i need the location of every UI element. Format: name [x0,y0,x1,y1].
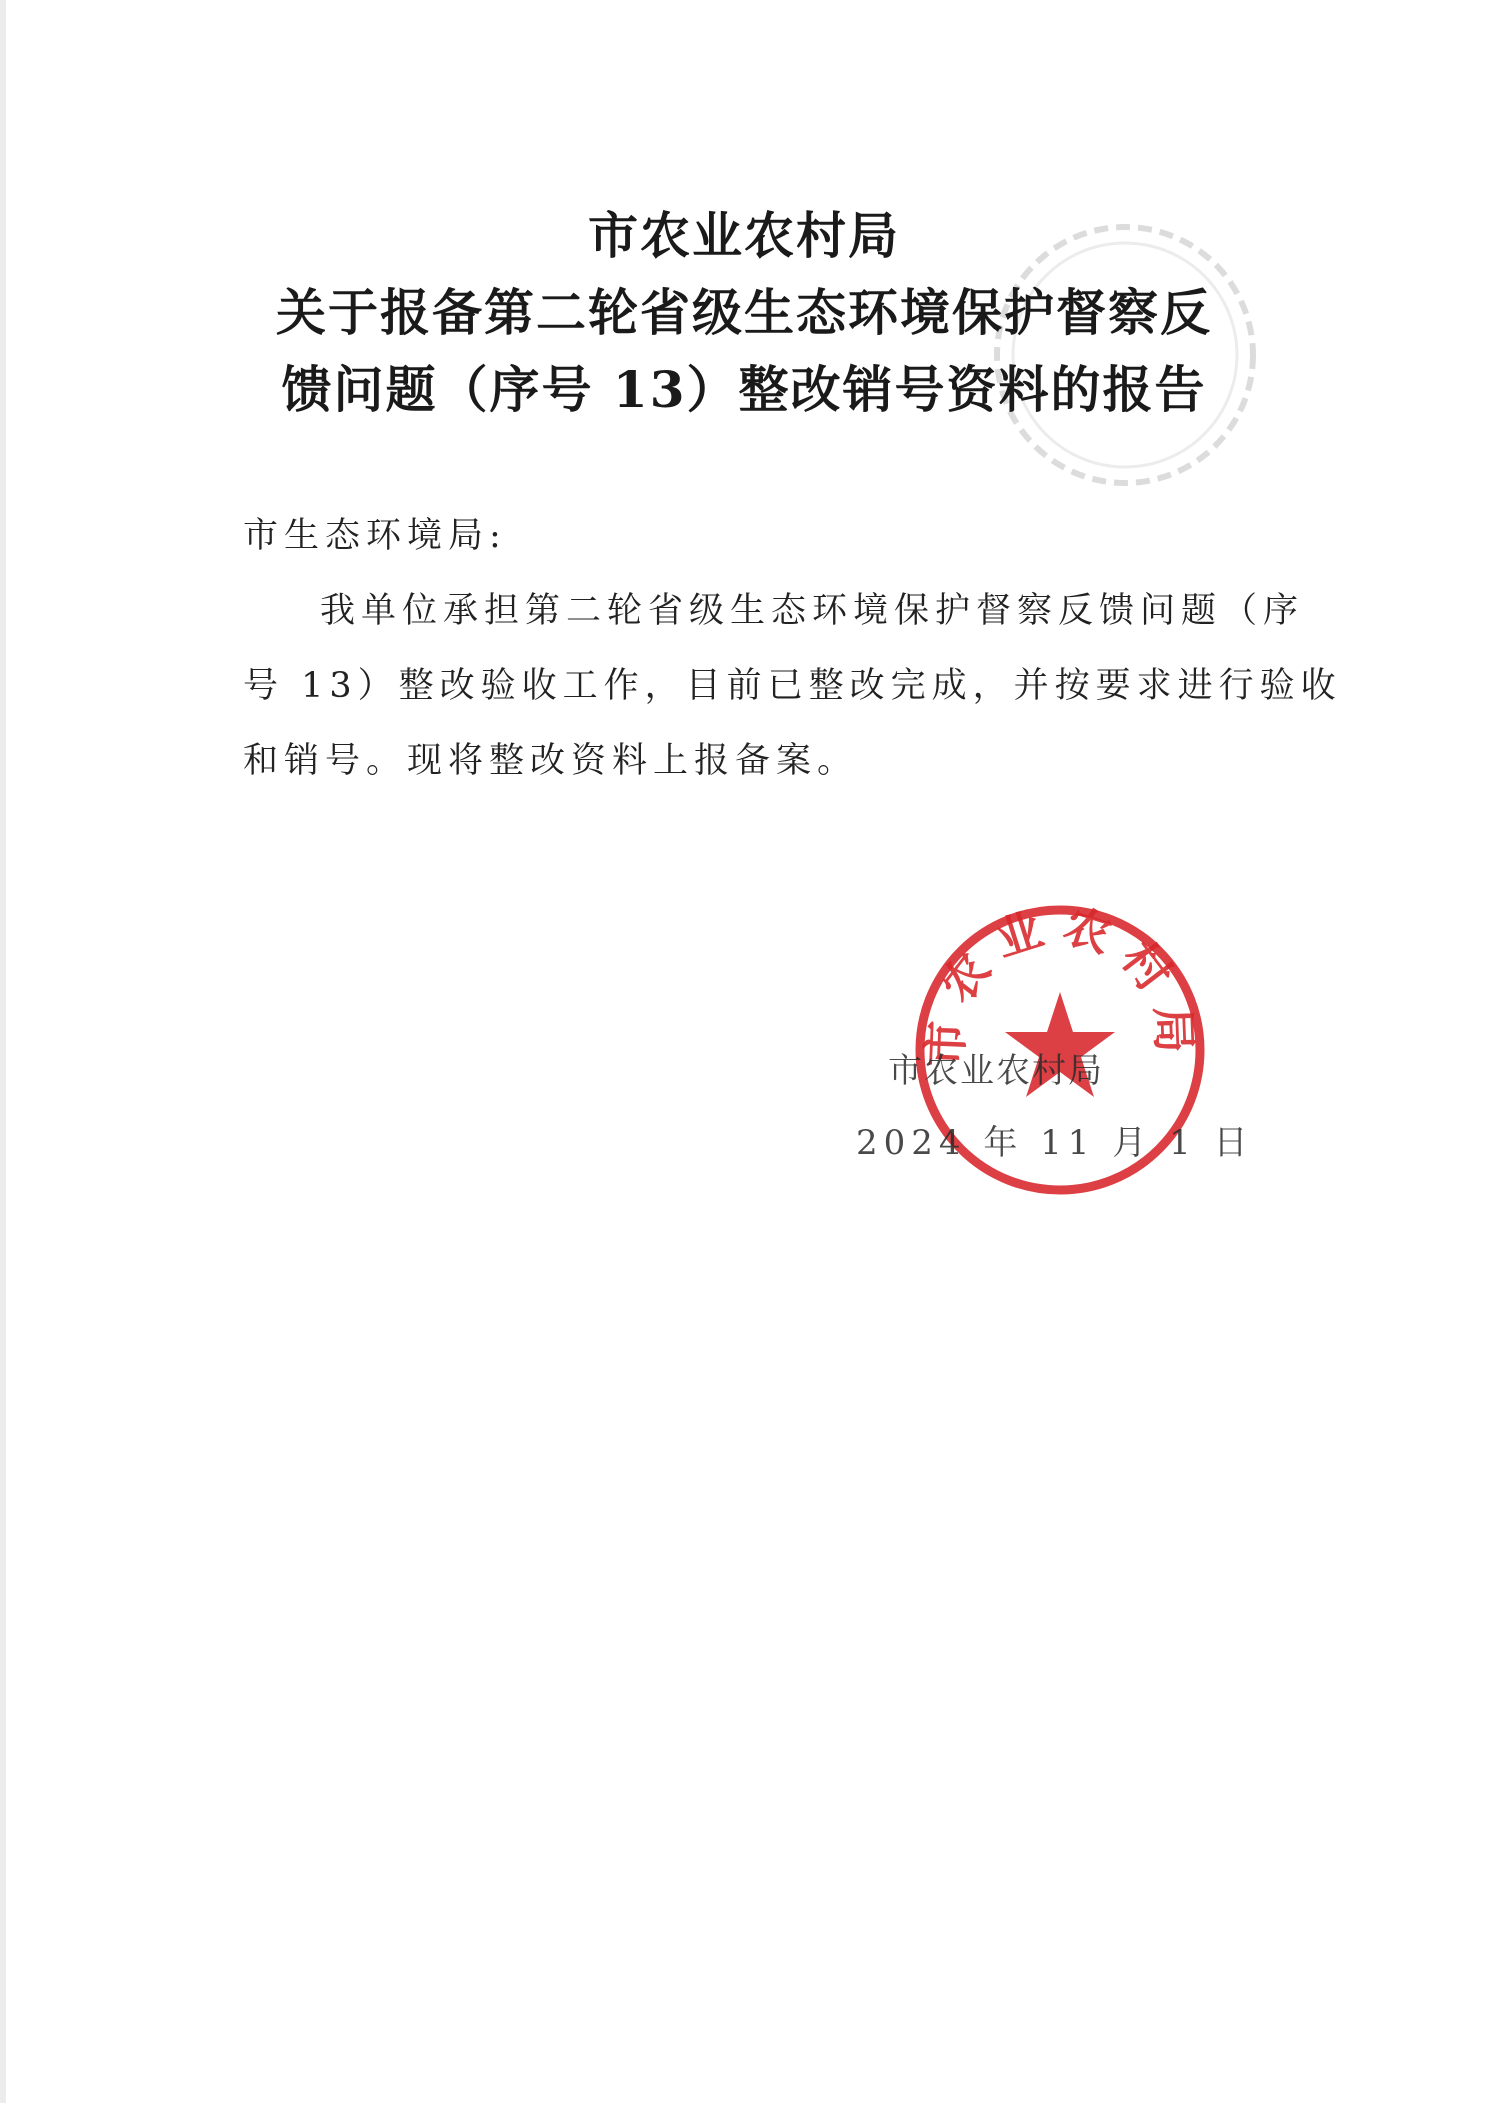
body-line-1: 我单位承担第二轮省级生态环境保护督察反馈问题（序 [320,591,1305,631]
seal-text: 市农业农村局 [917,900,1203,1068]
title-line-2: 关于报备第二轮省级生态环境保护督察反 [276,283,1212,342]
title-line-1: 市农业农村局 [588,206,900,265]
addressee: 市生态环境局: [243,516,507,556]
body-line-2: 号 13）整改验收工作，目前已整改完成，并按要求进行验收 [243,666,1342,706]
body-line-3: 和销号。现将整改资料上报备案。 [243,741,859,781]
title-line-3: 馈问题（序号 13）整改销号资料的报告 [281,360,1207,419]
signature-date: 2024 年 11 月 1 日 [856,1123,1254,1163]
signature-org: 市农业农村局 [888,1051,1104,1091]
